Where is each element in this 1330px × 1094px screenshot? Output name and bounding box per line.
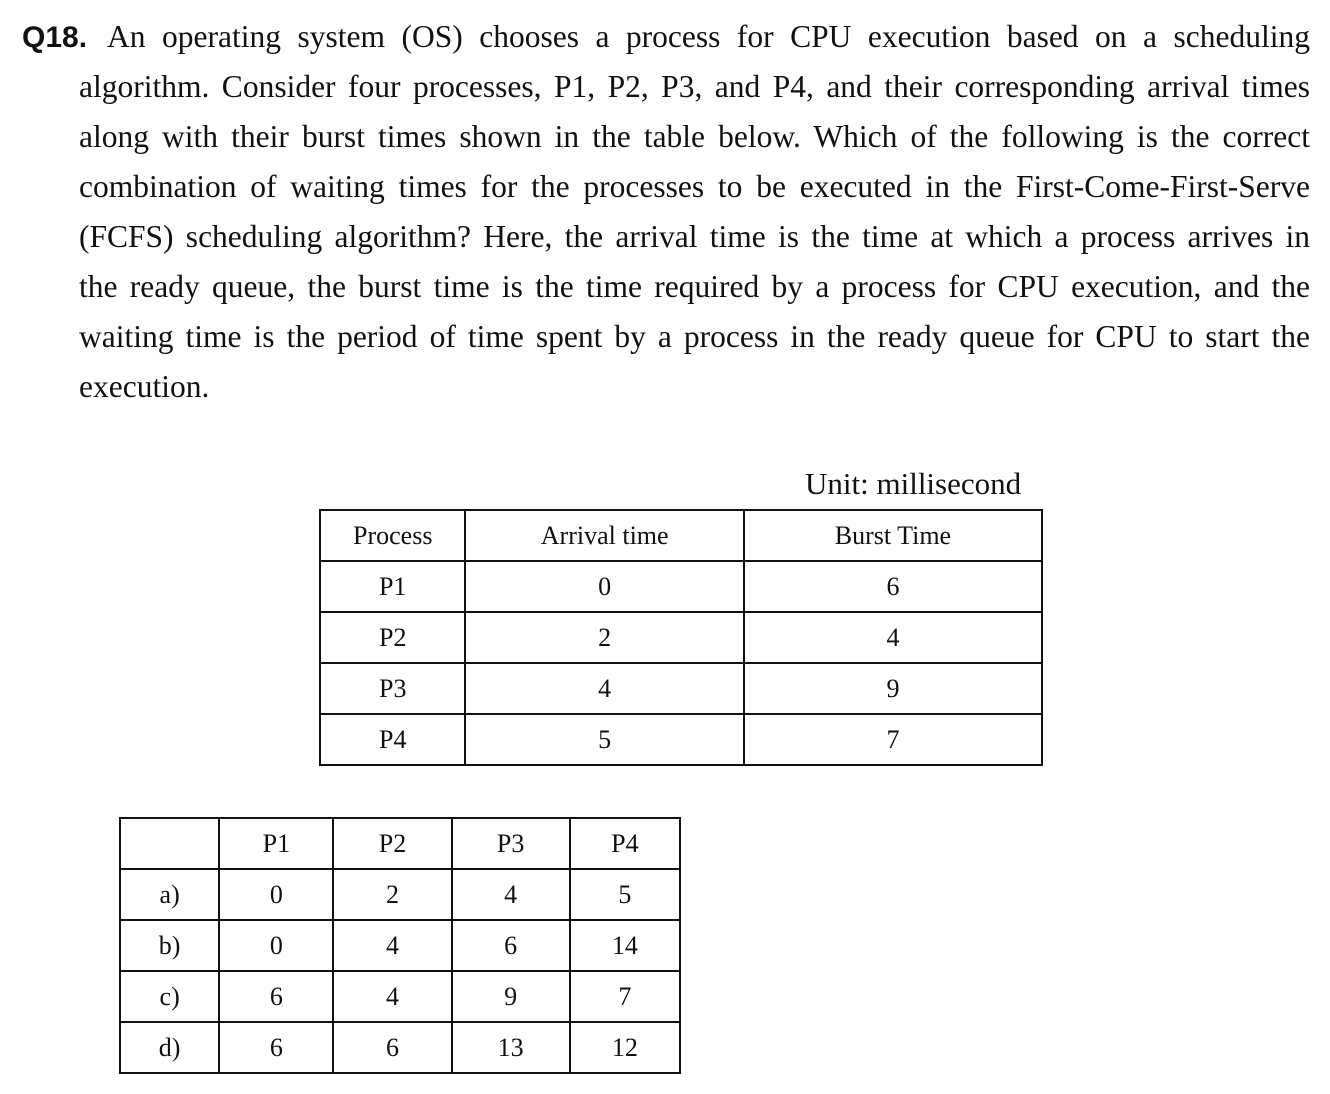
question-text-line: along with their burst times shown in the table below. Which of the following is the correct	[79, 119, 1310, 154]
waiting-time-cell: 2	[333, 869, 451, 920]
option-row-d	[120, 1022, 680, 1073]
process-cell: P4	[320, 714, 465, 765]
question-number: Q18.	[22, 21, 88, 54]
option-label: b)	[120, 920, 219, 971]
waiting-time-cell: 6	[219, 971, 333, 1022]
option-label: a)	[120, 869, 219, 920]
question-text-line: waiting time is the period of time spent by a process in the ready queue for CPU to start the	[79, 319, 1310, 354]
header-arrival-time: Arrival time	[465, 510, 743, 561]
process-cell: P2	[320, 612, 465, 663]
waiting-time-cell: 4	[333, 971, 451, 1022]
option-row-c	[120, 971, 680, 1022]
header-p2: P2	[333, 818, 451, 869]
waiting-time-cell: 6	[219, 1022, 333, 1073]
arrival-time-cell: 5	[465, 714, 743, 765]
waiting-time-cell: 5	[570, 869, 680, 920]
table-row	[320, 663, 1042, 714]
header-p3: P3	[452, 818, 570, 869]
process-table	[319, 509, 1043, 766]
option-row-b	[120, 920, 680, 971]
options-table	[119, 817, 681, 1074]
option-row-a	[120, 869, 680, 920]
waiting-time-cell: 6	[333, 1022, 451, 1073]
arrival-time-cell: 4	[465, 663, 743, 714]
question-text-line: An operating system (OS) chooses a process for CPU execution based on a scheduling	[107, 19, 1310, 54]
burst-time-cell: 4	[744, 612, 1042, 663]
waiting-time-cell: 4	[333, 920, 451, 971]
table-row	[320, 714, 1042, 765]
arrival-time-cell: 2	[465, 612, 743, 663]
table-row	[320, 612, 1042, 663]
header-p1: P1	[219, 818, 333, 869]
question-text-line: (FCFS) scheduling algorithm? Here, the arrival time is the time at which a process arrives in	[79, 219, 1310, 254]
header-process: Process	[320, 510, 465, 561]
waiting-time-cell: 6	[452, 920, 570, 971]
table-row	[320, 561, 1042, 612]
process-cell: P1	[320, 561, 465, 612]
question	[22, 12, 1310, 412]
question-text-line: combination of waiting times for the processes to be executed in the First-Come-First-Serve	[79, 169, 1310, 204]
question-text-line: algorithm. Consider four processes, P1, P2, P3, and P4, and their corresponding arrival times	[79, 69, 1310, 104]
header-empty	[120, 818, 219, 869]
question-text-line: execution.	[79, 369, 210, 404]
header-burst-time: Burst Time	[744, 510, 1042, 561]
waiting-time-cell: 13	[452, 1022, 570, 1073]
waiting-time-cell: 0	[219, 869, 333, 920]
burst-time-cell: 9	[744, 663, 1042, 714]
waiting-time-cell: 7	[570, 971, 680, 1022]
question-text-line: the ready queue, the burst time is the time required by a process for CPU execution, and the	[79, 269, 1310, 304]
options-table-header-row	[120, 818, 680, 869]
option-label: c)	[120, 971, 219, 1022]
waiting-time-cell: 9	[452, 971, 570, 1022]
option-label: d)	[120, 1022, 219, 1073]
process-cell: P3	[320, 663, 465, 714]
unit-label: Unit: millisecond	[805, 466, 1022, 501]
waiting-time-cell: 12	[570, 1022, 680, 1073]
header-p4: P4	[570, 818, 680, 869]
process-table-header-row	[320, 510, 1042, 561]
burst-time-cell: 7	[744, 714, 1042, 765]
arrival-time-cell: 0	[465, 561, 743, 612]
burst-time-cell: 6	[744, 561, 1042, 612]
waiting-time-cell: 4	[452, 869, 570, 920]
waiting-time-cell: 14	[570, 920, 680, 971]
waiting-time-cell: 0	[219, 920, 333, 971]
question-line-1	[22, 12, 1310, 62]
